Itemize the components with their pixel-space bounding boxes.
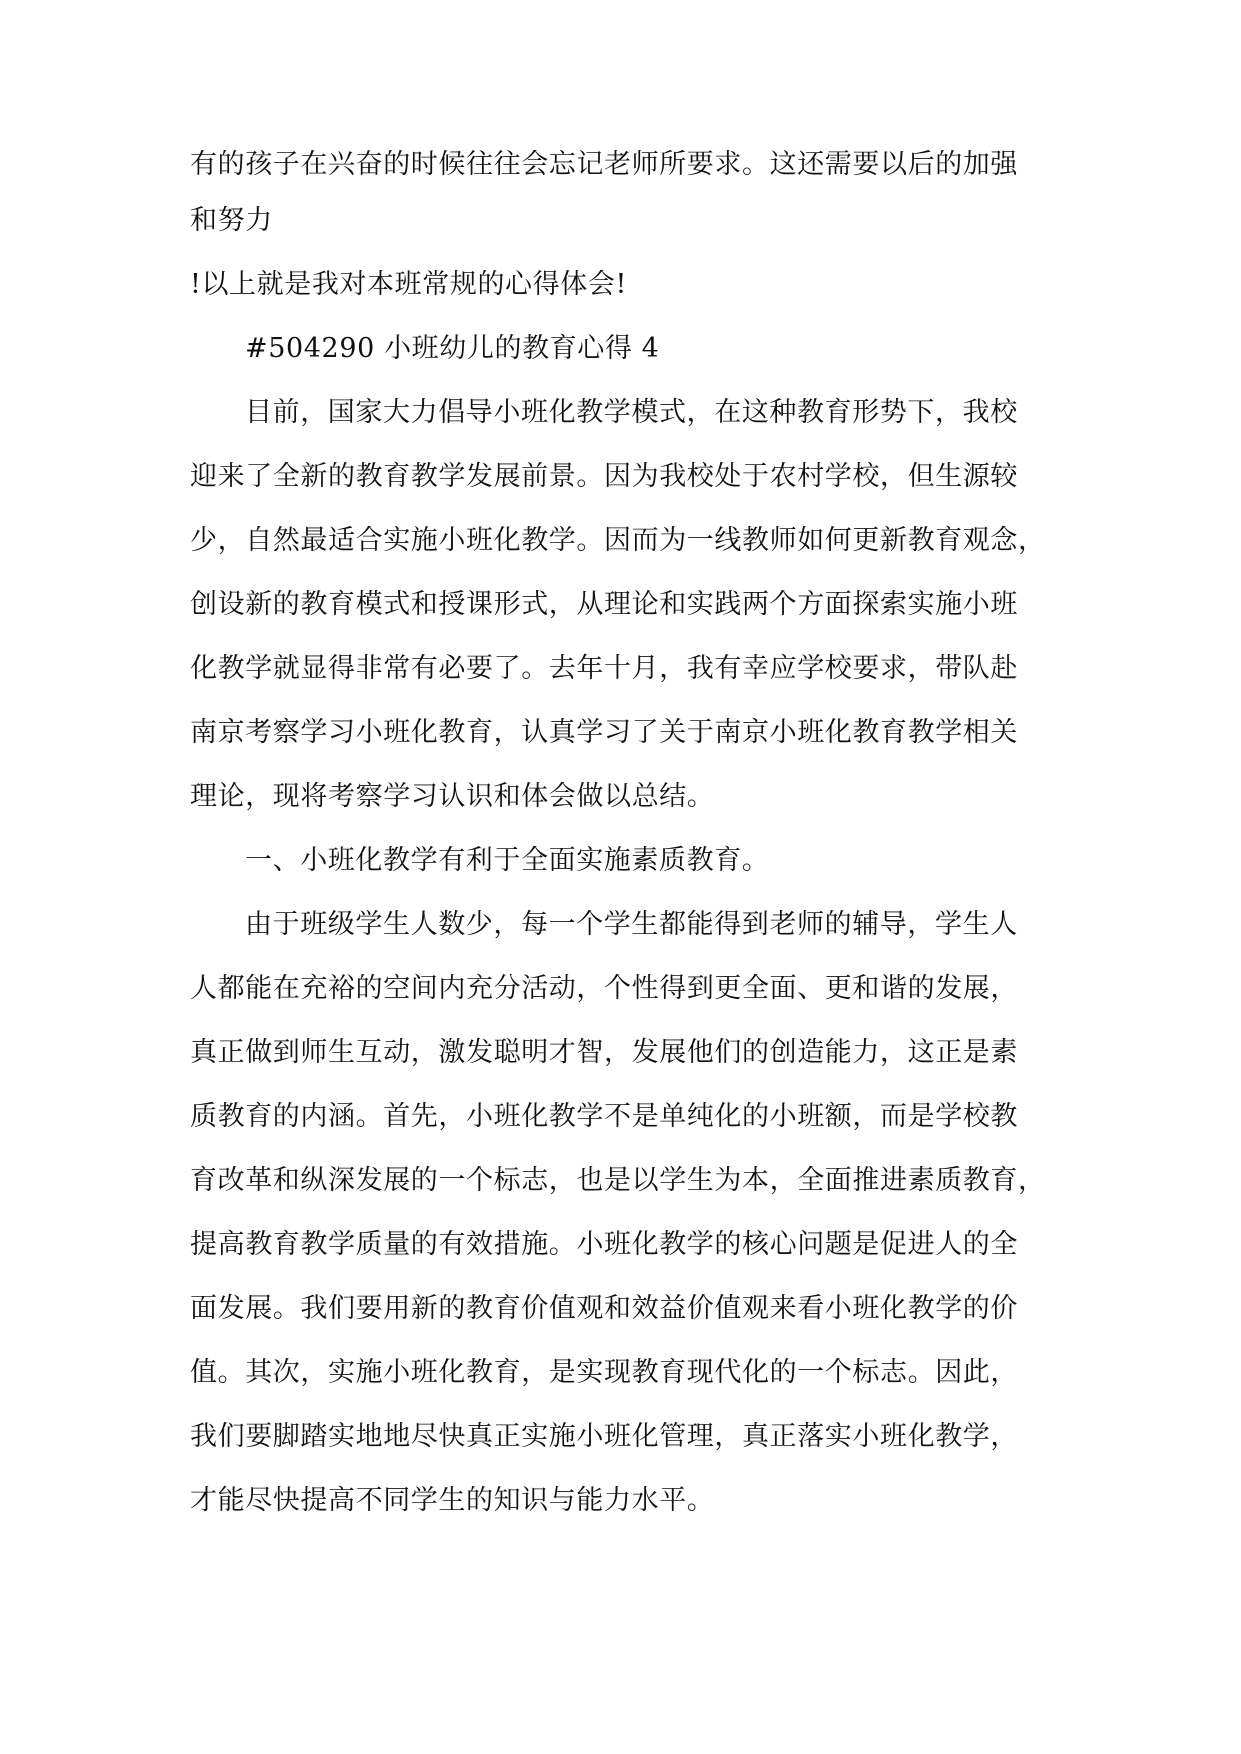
text-line: 有的孩子在兴奋的时候往往会忘记老师所要求。这还需要以后的加强 bbox=[190, 149, 1018, 180]
paragraph-line: 理论，现将考察学习认识和体会做以总结。 bbox=[190, 781, 715, 812]
paragraph-line: 才能尽快提高不同学生的知识与能力水平。 bbox=[190, 1485, 715, 1516]
paragraph-line: 化教学就显得非常有必要了。去年十月，我有幸应学校要求，带队赴 bbox=[190, 653, 1018, 684]
paragraph-line: 目前，国家大力倡导小班化教学模式，在这种教育形势下，我校 bbox=[245, 397, 1018, 428]
paragraph-line: 我们要脚踏实地地尽快真正实施小班化管理，真正落实小班化教学， bbox=[190, 1421, 1018, 1452]
subheading: 一、小班化教学有利于全面实施素质教育。 bbox=[245, 845, 770, 876]
paragraph-line: 真正做到师生互动，激发聪明才智，发展他们的创造能力，这正是素 bbox=[190, 1037, 1018, 1068]
paragraph-line: 提高教育教学质量的有效措施。小班化教学的核心问题是促进人的全 bbox=[190, 1229, 1018, 1260]
paragraph-line: 育改革和纵深发展的一个标志，也是以学生为本，全面推进素质教育， bbox=[190, 1165, 1046, 1196]
paragraph-line: 由于班级学生人数少，每一个学生都能得到老师的辅导，学生人 bbox=[245, 909, 1018, 940]
paragraph-line: 南京考察学习小班化教育，认真学习了关于南京小班化教育教学相关 bbox=[190, 717, 1018, 748]
paragraph-line: 少，自然最适合实施小班化教学。因而为一线教师如何更新教育观念， bbox=[190, 525, 1046, 556]
paragraph-line: 人都能在充裕的空间内充分活动，个性得到更全面、更和谐的发展， bbox=[190, 973, 1018, 1004]
paragraph-line: 值。其次，实施小班化教育，是实现教育现代化的一个标志。因此， bbox=[190, 1357, 1018, 1388]
paragraph-line: 质教育的内涵。首先，小班化教学不是单纯化的小班额，而是学校教 bbox=[190, 1101, 1018, 1132]
text-line: 和努力 bbox=[190, 205, 273, 236]
text-line: !以上就是我对本班常规的心得体会! bbox=[190, 269, 627, 300]
paragraph-line: 迎来了全新的教育教学发展前景。因为我校处于农村学校，但生源较 bbox=[190, 461, 1018, 492]
paragraph-line: 面发展。我们要用新的教育价值观和效益价值观来看小班化教学的价 bbox=[190, 1293, 1018, 1324]
section-heading: #504290 小班幼儿的教育心得 4 bbox=[245, 333, 660, 364]
paragraph-line: 创设新的教育模式和授课形式，从理论和实践两个方面探索实施小班 bbox=[190, 589, 1018, 620]
